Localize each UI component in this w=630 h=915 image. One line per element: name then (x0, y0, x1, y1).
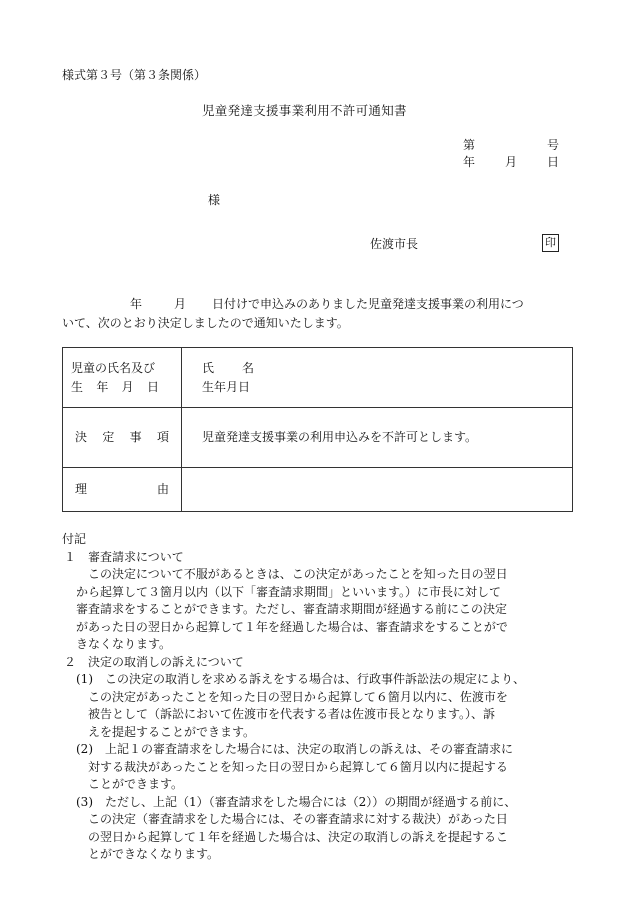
item-line: 被告として（訴訟において佐渡市を代表する者は佐渡市長となります。）、訴 (88, 707, 496, 721)
section1-body (62, 566, 582, 654)
item-label: (3) (76, 794, 93, 809)
reason-header-char: 由 (156, 482, 169, 496)
table-row-child-name (63, 348, 573, 408)
section1-line: この決定について不服があるときは、この決定があったことを知った日の翌日 (88, 567, 508, 581)
row-header-child-name (63, 348, 182, 408)
birthdate-header (71, 378, 159, 397)
intro-paragraph (62, 295, 574, 333)
item-line: ただし、上記（1）（審査請求をした場合には（2））の期間が経過する前に、 (105, 794, 517, 809)
decision-header-char: 項 (156, 430, 169, 444)
birthdate-header-char: 日 (146, 379, 159, 394)
section1-title: １ 審査請求について (64, 549, 184, 564)
item-line: この決定の取消しを求める訴えをする場合は、行政事件訴訟法の規定により、 (105, 672, 526, 686)
name-label-char: 名 (242, 360, 255, 375)
intro-line1-text: 日付けで申込みのありました児童発達支援事業の利用につ (212, 297, 524, 311)
table-row-reason (63, 468, 573, 512)
birthdate-header-char: 年 (96, 379, 109, 394)
reason-header-char: 理 (75, 482, 88, 496)
name-label (202, 359, 572, 378)
issuer-name: 佐渡市長 (370, 237, 419, 251)
intro-year: 年 (130, 297, 143, 311)
section1-line: 審査請求をすることができます。ただし、審査請求期間が経過する前にこの決定 (76, 602, 508, 616)
item-line: 対する裁決があったことを知った日の翌日から起算して６箇月以内に提起する (88, 759, 508, 774)
item-line: とができなくなります。 (88, 847, 220, 861)
section1-line: きなくなります。 (76, 637, 172, 651)
birthdate-header-char: 月 (121, 379, 134, 394)
notes-heading: 付記 (62, 532, 87, 546)
decision-header-char: 決 (75, 430, 88, 444)
date-month-label: 月 (504, 155, 517, 169)
item-line: この決定があったことを知った日の翌日から起算して６箇月以内に、佐渡市を (88, 689, 508, 704)
intro-line2: いて、次のとおり決定しましたので通知いたします。 (62, 316, 349, 330)
child-name-header: 児童の氏名及び (71, 360, 156, 375)
number-label-left: 第 (463, 138, 476, 152)
intro-month: 月 (174, 297, 187, 311)
reason-value (182, 468, 573, 512)
section1-line: から起算して３箇月以内（以下「審査請求期間」といいます。）に市長に対して (76, 584, 502, 599)
table-row-decision (63, 408, 573, 468)
notes-section (62, 531, 582, 864)
birthdate-label: 生年月日 (202, 379, 251, 394)
decision-header (71, 428, 169, 447)
seal-box: 印 (542, 234, 559, 252)
recipient-suffix: 様 (208, 193, 221, 207)
decision-header-char: 事 (129, 430, 142, 444)
form-number: 様式第３号（第３条関係） (62, 68, 207, 82)
item-line: この決定（審査請求をした場合には、その審査請求に対する裁決）があった日 (88, 812, 508, 826)
decision-value: 児童発達支援事業の利用申込みを不許可とします。 (182, 408, 573, 468)
section2-item-2 (62, 741, 582, 794)
date-day-label: 日 (546, 155, 559, 169)
item-line: 上記１の審査請求をした場合には、決定の取消しの訴えは、その審査請求に (105, 742, 514, 756)
item-line: えを提起することができます。 (88, 724, 256, 739)
section1-line: があった日の翌日から起算して１年を経過した場合は、審査請求をすることがで (76, 619, 508, 634)
item-label: (1) (76, 672, 93, 686)
birthdate-header-char: 生 (71, 379, 84, 394)
section2-item-3 (62, 794, 582, 864)
section2-title: ２ 決定の取消しの訴えについて (64, 654, 244, 669)
decision-table (62, 347, 573, 512)
row-header-reason (63, 468, 182, 512)
item-line: ことができます。 (88, 777, 184, 791)
decision-header-char: 定 (102, 430, 115, 444)
number-label-right: 号 (546, 138, 559, 152)
date-year-label: 年 (463, 155, 476, 169)
name-label-char: 氏 (202, 360, 215, 375)
item-label: (2) (76, 742, 93, 756)
row-value-child-name (182, 348, 573, 408)
document-number-date (463, 137, 559, 171)
document-title: 児童発達支援事業利用不許可通知書 (202, 103, 407, 118)
section2-item-1 (62, 671, 582, 741)
item-line: の翌日から起算して１年を経過した場合は、決定の取消しの訴えを提起するこ (88, 829, 509, 844)
reason-header (71, 480, 169, 499)
row-header-decision (63, 408, 182, 468)
